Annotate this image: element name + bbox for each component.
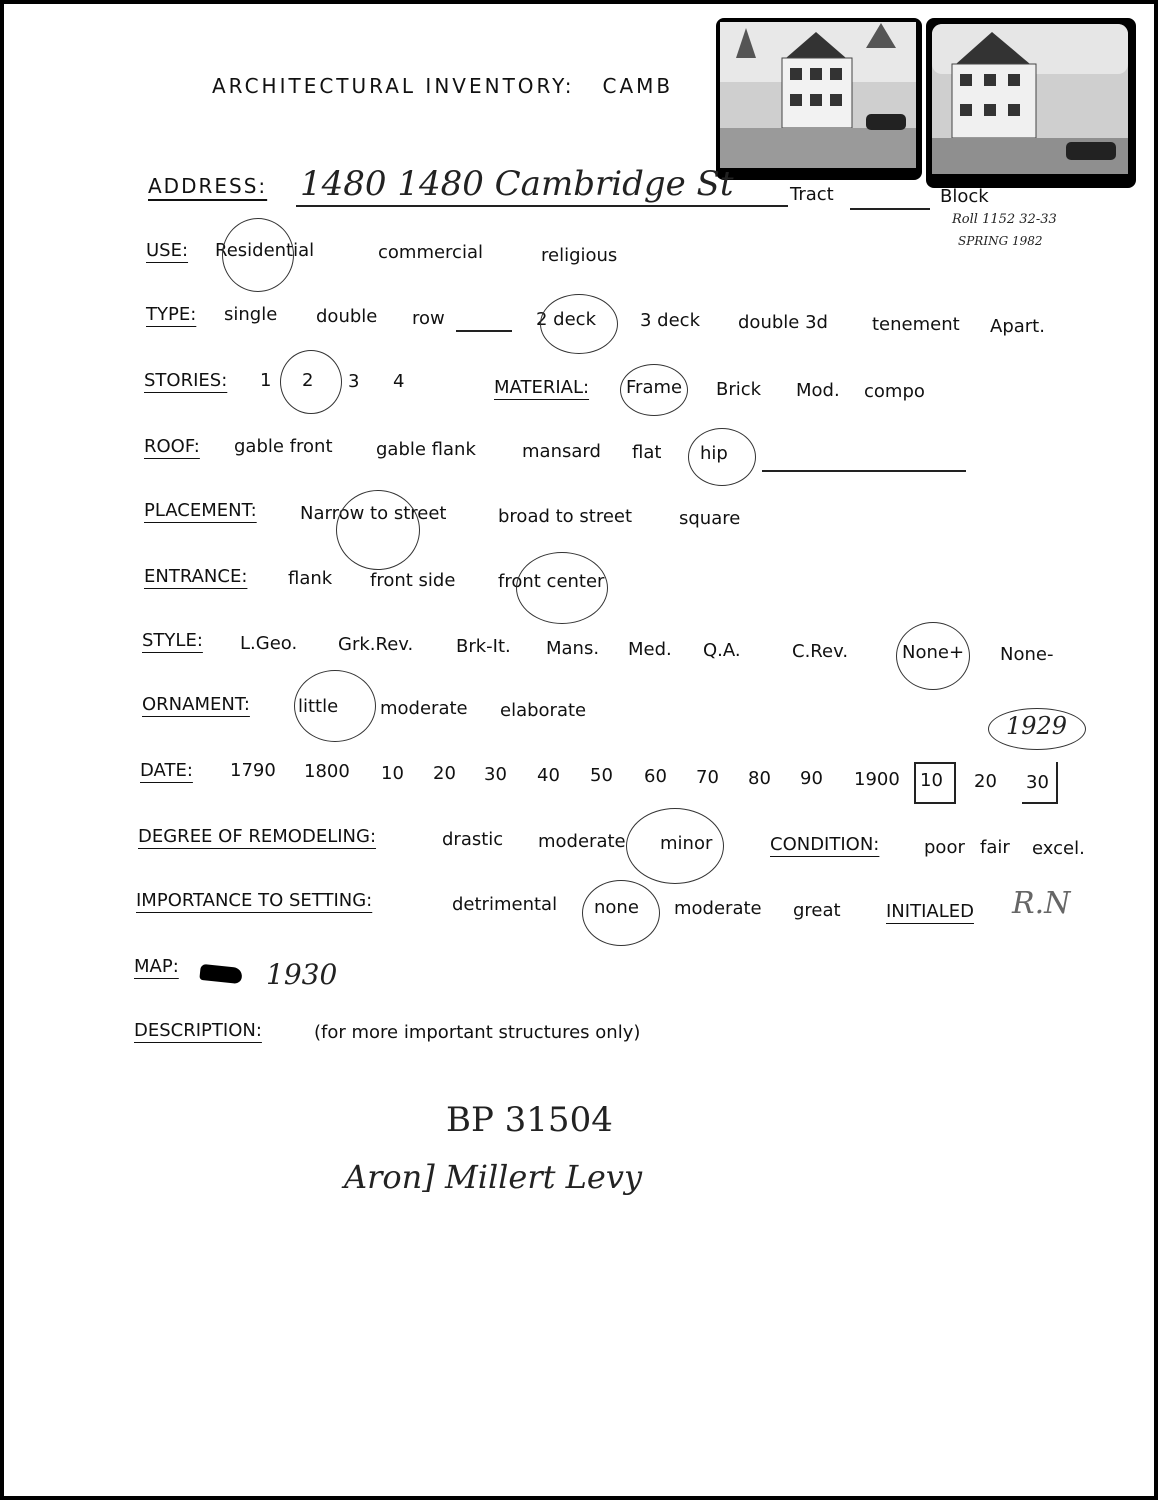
initialed-value: R.N bbox=[1012, 886, 1071, 921]
style-option-grkrev[interactable]: Grk.Rev. bbox=[338, 634, 414, 655]
stories-option-2[interactable]: 2 bbox=[302, 370, 314, 391]
style-option-lgeo[interactable]: L.Geo. bbox=[240, 633, 298, 654]
date-option-10[interactable]: 10 bbox=[381, 763, 404, 784]
type-label: TYPE: bbox=[146, 304, 197, 325]
ornament-option-little[interactable]: little bbox=[298, 696, 339, 717]
date-option-1910[interactable]: 10 bbox=[920, 770, 943, 791]
importance-option-none[interactable]: none bbox=[594, 897, 639, 918]
type-option-single[interactable]: single bbox=[224, 304, 278, 325]
house-photo-front bbox=[716, 18, 922, 180]
material-option-mod[interactable]: Mod. bbox=[796, 380, 840, 401]
use-option-residential[interactable]: Residential bbox=[215, 240, 315, 261]
date-option-70[interactable]: 70 bbox=[696, 767, 719, 788]
date-selection-box bbox=[914, 762, 956, 804]
style-option-med[interactable]: Med. bbox=[628, 639, 672, 660]
material-option-brick[interactable]: Brick bbox=[716, 379, 762, 400]
description-note: (for more important structures only) bbox=[314, 1022, 641, 1043]
type-option-row[interactable]: row bbox=[412, 308, 445, 329]
date-option-20[interactable]: 20 bbox=[433, 763, 456, 784]
material-option-compo[interactable]: compo bbox=[864, 381, 925, 402]
initialed-label: INITIALED bbox=[886, 901, 974, 922]
date-bracket-mark bbox=[1022, 762, 1058, 804]
use-label: USE: bbox=[146, 240, 189, 261]
stories-option-4[interactable]: 4 bbox=[393, 371, 405, 392]
date-option-90[interactable]: 90 bbox=[800, 768, 823, 789]
date-label: DATE: bbox=[140, 760, 193, 781]
date-option-80[interactable]: 80 bbox=[748, 768, 771, 789]
style-option-none-minus[interactable]: None- bbox=[1000, 644, 1054, 665]
map-label: MAP: bbox=[134, 956, 179, 977]
entrance-option-front-side[interactable]: front side bbox=[370, 570, 456, 591]
style-option-crev[interactable]: C.Rev. bbox=[792, 641, 849, 662]
description-label: DESCRIPTION: bbox=[134, 1020, 262, 1041]
roof-option-hip[interactable]: hip bbox=[700, 443, 728, 464]
map-value: 1930 bbox=[266, 958, 338, 991]
house-photo-angle-image bbox=[926, 18, 1136, 188]
type-option-double-3d[interactable]: double 3d bbox=[738, 312, 828, 333]
importance-option-moderate[interactable]: moderate bbox=[674, 898, 762, 919]
entrance-option-front-center[interactable]: front center bbox=[498, 571, 605, 592]
roof-option-gable-flank[interactable]: gable flank bbox=[376, 439, 476, 460]
style-option-mans[interactable]: Mans. bbox=[546, 638, 600, 659]
form-title-trail: CAMB bbox=[602, 74, 674, 98]
roof-label: ROOF: bbox=[144, 436, 200, 457]
date-option-1900[interactable]: 1900 bbox=[854, 769, 900, 790]
condition-option-poor[interactable]: poor bbox=[924, 837, 965, 858]
roof-option-flat[interactable]: flat bbox=[632, 442, 662, 463]
stories-label: STORIES: bbox=[144, 370, 228, 391]
condition-option-fair[interactable]: fair bbox=[980, 837, 1010, 858]
remodeling-option-moderate[interactable]: moderate bbox=[538, 831, 626, 852]
remodeling-label: DEGREE OF REMODELING: bbox=[138, 826, 377, 847]
style-option-brkit[interactable]: Brk-It. bbox=[456, 636, 511, 657]
date-option-1790[interactable]: 1790 bbox=[230, 760, 276, 781]
material-option-frame[interactable]: Frame bbox=[626, 377, 683, 398]
importance-label: IMPORTANCE TO SETTING: bbox=[136, 890, 373, 911]
type-option-2-deck[interactable]: 2 deck bbox=[536, 309, 596, 330]
ornament-option-elaborate[interactable]: elaborate bbox=[500, 700, 587, 721]
roof-option-gable-front[interactable]: gable front bbox=[234, 436, 333, 457]
roll-note-line2: SPRING 1982 bbox=[958, 234, 1043, 248]
house-photo-front-image bbox=[716, 18, 922, 180]
type-option-tenement[interactable]: tenement bbox=[872, 314, 960, 335]
entrance-option-flank[interactable]: flank bbox=[288, 568, 333, 589]
date-option-50[interactable]: 50 bbox=[590, 765, 613, 786]
placement-label: PLACEMENT: bbox=[144, 500, 257, 521]
building-permit-note: BP 31504 bbox=[446, 1100, 613, 1140]
address-underline bbox=[296, 205, 788, 207]
placement-option-narrow[interactable]: Narrow to street bbox=[300, 503, 447, 524]
date-option-60[interactable]: 60 bbox=[644, 766, 667, 787]
placement-option-broad[interactable]: broad to street bbox=[498, 506, 633, 527]
date-option-1800[interactable]: 1800 bbox=[304, 761, 350, 782]
date-option-40[interactable]: 40 bbox=[537, 765, 560, 786]
importance-option-detrimental[interactable]: detrimental bbox=[452, 894, 558, 915]
importance-option-great[interactable]: great bbox=[793, 900, 841, 921]
type-option-apart[interactable]: Apart. bbox=[990, 316, 1045, 337]
date-written-value: 1929 bbox=[1006, 712, 1068, 740]
style-option-qa[interactable]: Q.A. bbox=[703, 640, 741, 661]
address-label: ADDRESS: bbox=[148, 174, 268, 198]
roof-other-blank[interactable] bbox=[762, 470, 966, 472]
placement-option-square[interactable]: square bbox=[679, 508, 741, 529]
use-option-religious[interactable]: religious bbox=[541, 245, 618, 266]
tract-field[interactable] bbox=[850, 208, 930, 210]
architect-note: Aron] Millert Levy bbox=[344, 1158, 643, 1196]
type-option-3-deck[interactable]: 3 deck bbox=[640, 310, 700, 331]
remodeling-option-drastic[interactable]: drastic bbox=[442, 829, 504, 850]
style-label: STYLE: bbox=[142, 630, 203, 651]
type-option-double[interactable]: double bbox=[316, 306, 378, 327]
remodeling-option-minor[interactable]: minor bbox=[660, 833, 713, 854]
ornament-option-moderate[interactable]: moderate bbox=[380, 698, 468, 719]
house-photo-angle bbox=[926, 18, 1136, 188]
date-option-30[interactable]: 30 bbox=[484, 764, 507, 785]
use-option-commercial[interactable]: commercial bbox=[378, 242, 483, 263]
type-row-blank[interactable] bbox=[456, 330, 512, 332]
style-option-none-plus[interactable]: None+ bbox=[902, 642, 965, 663]
condition-option-excel[interactable]: excel. bbox=[1032, 838, 1085, 859]
stories-option-1[interactable]: 1 bbox=[260, 370, 272, 391]
date-option-1930[interactable]: 30 bbox=[1026, 772, 1049, 793]
material-label: MATERIAL: bbox=[494, 377, 590, 398]
roll-note-line1: Roll 1152 32-33 bbox=[952, 212, 1057, 227]
roof-option-mansard[interactable]: mansard bbox=[522, 441, 601, 462]
form-title: ARCHITECTURAL INVENTORY: CAMB bbox=[212, 74, 674, 98]
ornament-label: ORNAMENT: bbox=[142, 694, 250, 715]
block-label: Block bbox=[940, 186, 989, 207]
condition-label: CONDITION: bbox=[770, 834, 880, 855]
entrance-label: ENTRANCE: bbox=[144, 566, 248, 587]
address-value[interactable]: 1480 1480 Cambridge St bbox=[300, 164, 734, 204]
date-option-1920[interactable]: 20 bbox=[974, 771, 997, 792]
tract-label: Tract bbox=[790, 184, 834, 205]
stories-option-3[interactable]: 3 bbox=[348, 371, 360, 392]
